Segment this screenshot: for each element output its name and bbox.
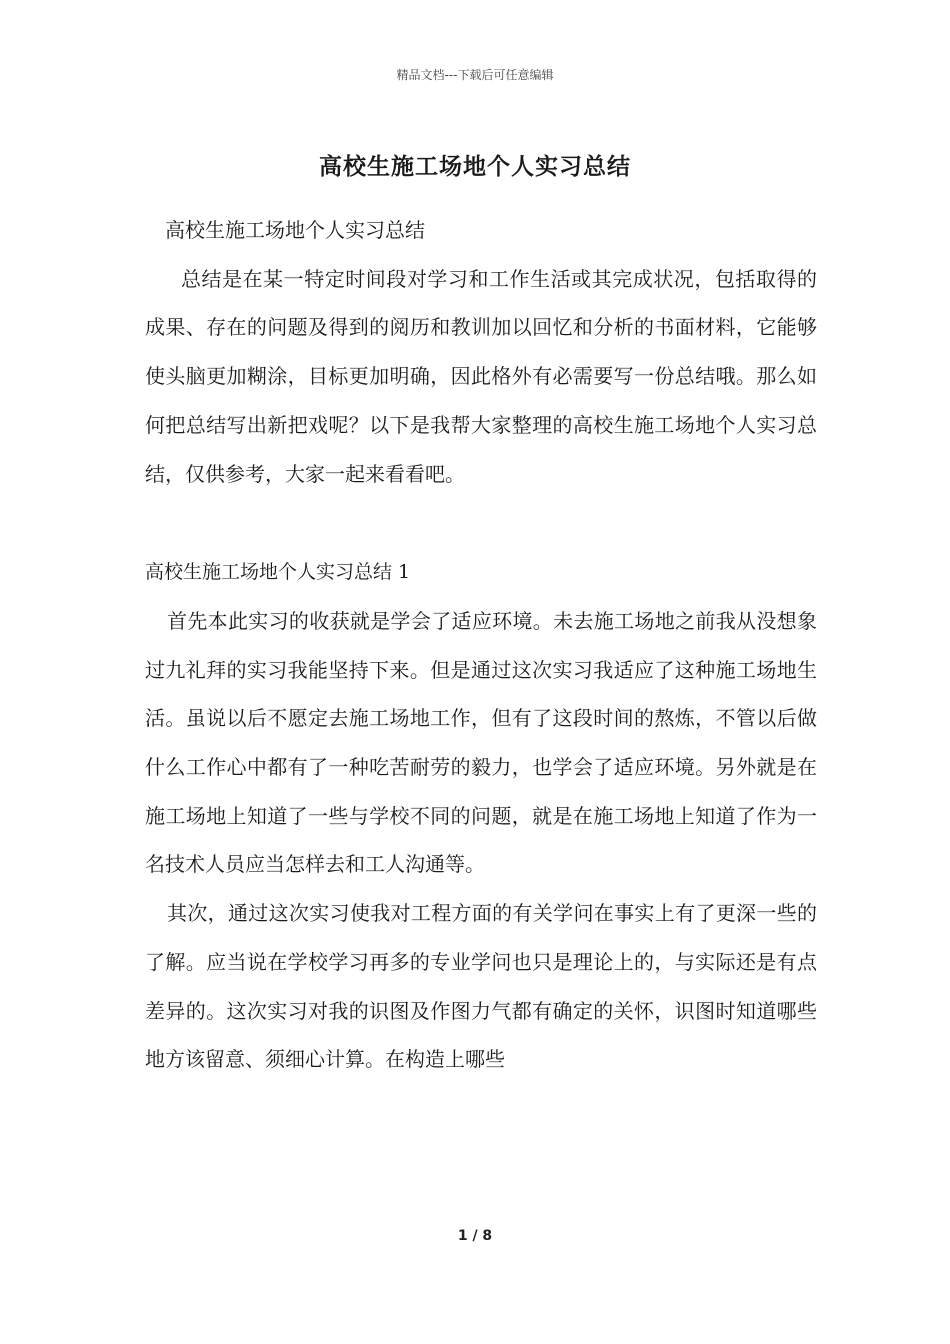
header-note: 精品文档---下载后可任意编辑 xyxy=(396,68,554,82)
intro-paragraph: 总结是在某一特定时间段对学习和工作生活或其完成状况，包括取得的成果、存在的问题及得到的阅历和教训加以回忆和分析的书面材料，它能够使头脑更加糊涂，目标更加明确，因此格外有必需要写一份总结哦。那么如何把总结写出新把戏呢？以下是我帮大家整理的高校生施工场地个人实习总结，仅供参考，大家一起来看看吧。 xyxy=(145,266,817,486)
section-heading: 高校生施工场地个人实习总结 1 xyxy=(145,560,411,583)
document-body xyxy=(145,206,817,1084)
page-number: 1 / 8 xyxy=(457,1228,493,1244)
document-title: 高校生施工场地个人实习总结 xyxy=(319,153,631,180)
blank-line xyxy=(145,498,817,547)
body-paragraph-1: 首先本此实习的收获就是学会了适应环境。未去施工场地之前我从没想象过九礼拜的实习我能坚持下来。但是通过这次实习我适应了这种施工场地生活。虽说以后不愿定去施工场地工作，但有了这段时间的熬炼，不管以后做什么工作心中都有了一种吃苦耐劳的毅力，也学会了适应环境。另外就是在施工场地上知道了一些与学校不同的问题，就是在施工场地上知道了作为一名技术人员应当怎样去和工人沟通等。 xyxy=(145,608,817,877)
body-paragraph-2: 其次，通过这次实习使我对工程方面的有关学问在事实上有了更深一些的了解。应当说在学校学习再多的专业学问也只是理论上的，与实际还是有点差异的。这次实习对我的识图及作图力气都有确定的关怀，识图时知道哪些地方该留意、须细心计算。在构造上哪些 xyxy=(145,901,817,1072)
document-subtitle: 高校生施工场地个人实习总结 xyxy=(165,218,425,242)
